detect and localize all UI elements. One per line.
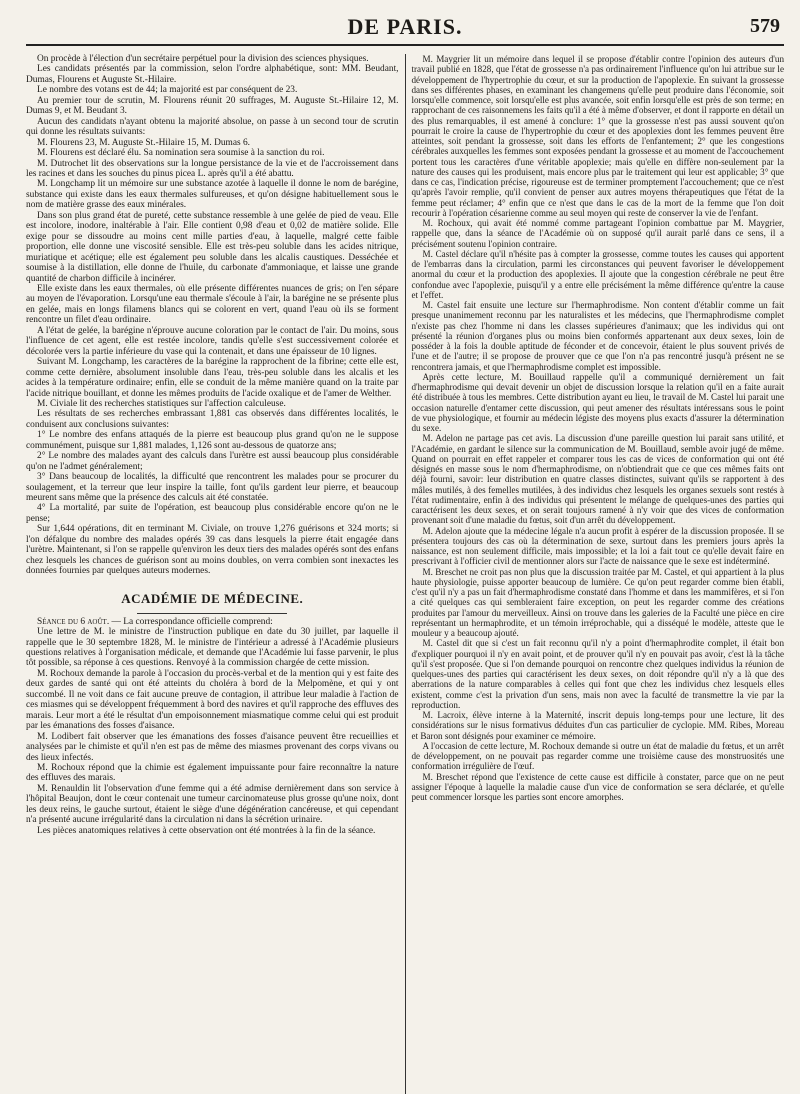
paragraph: M. Castel déclare qu'il n'hésite pas à compter la grossesse, comme toutes les causes qui apportent de l'embarras dans la circulation, parmi les circonstances qui peuvent favoriser le développement anormal du cœur et la production des apoplexies. Il ajoute que la congestion cérébrale ne peut être confondue avec l'apoplexie, puisqu'il y a entre elle précisément la même différence qu'entre la cause et l'effet.	[411, 248, 784, 300]
paragraph: M. Longchamp lit un mémoire sur une substance azotée à laquelle il donne le nom de barégine, substance qui existe dans les eaux thermales sulfureuses, et qu'on désigne habituellement sous le nom de matière grasse des eaux minérales.	[26, 179, 399, 211]
right-column	[411, 54, 784, 1094]
paragraph: Les résultats de ses recherches embrassant 1,881 cas observés dans différentes localités, le conduisent aux conclusions suivantes:	[26, 409, 399, 430]
paragraph: M. Flourens est déclaré élu. Sa nomination sera soumise à la sanction du roi.	[37, 148, 325, 159]
paragraph: On procède à l'élection d'un secrétaire perpétuel pour la division des sciences physiques.	[37, 54, 369, 64]
paragraph: M. Castel fait ensuite une lecture sur l'hermaphrodisme. Non content d'établir comme un fait presque unanimement reconnu par les naturalistes et les médecins, que l'hermaphrodisme complet n'existe pas chez l'homme ni dans les classes supérieures d'animaux; que les individus qui ont présenté la réunion d'organes plus ou moins bien conformés appartenant aux deux sexes, loin de posséder à la fois la double aptitude de féconder et de concevoir, étaient le plus souvent privés de l'une et de l'autre; il se propose de prouver que ce que l'on n'a pas rencontré jusqu'à présent ne se rencontrera jamais, et que l'hermaphrodisme complet est impossible.	[411, 300, 784, 372]
paragraph: M. Adelon ajoute que la médecine légale n'a aucun profit à espérer de la discussion proposée. Il se présentera toujours des cas où la détermination de sexe, surtout dans les premiers jours après la naissance, est non seulement difficile, mais impossible; et la loi a fait tout ce qu'elle devait faire en prescrivant à l'officier civil de mentionner alors sur l'acte de naissance que le sexe est indéterminé.	[411, 525, 784, 567]
seance-intro: — La correspondance officielle comprend:	[111, 616, 273, 627]
paragraph: Les candidats présentés par la commission, selon l'ordre alphabétique, sont: MM. Beudant, Dumas, Flourens et Auguste St.-Hilaire.	[26, 64, 399, 85]
paragraph: 1° Le nombre des enfans attaqués de la pierre est beaucoup plus grand qu'on ne le suppose communément, puisque sur 1,881 malades, 1,126 sont au-dessous de quatorze ans;	[26, 430, 399, 451]
columns	[26, 54, 784, 1094]
page-header	[26, 0, 784, 46]
paragraph: Les pièces anatomiques relatives à cette observation ont été montrées à la fin de la séance.	[37, 825, 376, 836]
paragraph: M. Civiale lit des recherches statistiques sur l'affection calculeuse.	[37, 398, 286, 409]
paragraph: 3° Dans beaucoup de localités, la difficulté que rencontrent les malades pour se procurer du soulagement, et la terreur que leur inspire la taille, font qu'ils gardent leur pierre, et beaucoup meurent sans même que la présence des calculs ait été constatée.	[26, 472, 399, 504]
paragraph: Dans son plus grand état de pureté, cette substance ressemble à une gelée de pied de veau. Elle est incolore, inodore, inaltérable à l'air. Elle contient 0,98 d'eau et 0,02 de matière solide. Elle exige pour se dissoudre au moins cent mille parties d'eau, à laquelle, malgré cette faible proportion, elle donne une viscosité sensible. Elle est très-peu soluble dans les acides nitrique, muriatique et acétique; elle est également peu soluble dans les alcalis caustiques. Desséchée et soumise à la distillation, elle donne de l'huile, du carbonate d'ammoniaque, et laisse une grande quantité de charbon difficile à incinérer.	[26, 210, 399, 284]
running-title: DE PARIS.	[347, 14, 463, 39]
paragraph: Suivant M. Longchamp, les caractères de la barégine la rapprochent de la fibrine; cette elle est, comme cette dernière, absolument insoluble dans l'eau, très-peu soluble dans les alcalis et les acides à la température ordinaire; enfin, elle se conduit de la même manière quand on la traite par l'acide nitrique bouillant, et donne les mêmes produits de l'acide oxalique et de l'amer de Welther.	[26, 357, 399, 399]
paragraph: M. Maygrier lit un mémoire dans lequel il se propose d'établir contre l'opinion des auteurs d'un travail publié en 1828, que l'état de grossesse n'a pas ordinairement l'influence qu'on lui attribue sur le développement de l'hypertrophie du cœur, et sur la production de l'apoplexie. En suivant la grossesse dans ses différentes phases, en examinant les changemens qu'elle peut produire dans l'économie, soit lorsqu'elle commence, soit lorsqu'elle est plus avancée, soit enfin lorsqu'elle est près de son terme; en rapprochant de ces raisonnemens les faits qu'il a été à même d'observer, et dont il rapporte en détail un des plus remarquables, il est amené à conclure: 1° que la grossesse n'est pas aussi souvent qu'on pourrait le croire la cause de l'hypertrophie du cœur et des apoplexies dont les femmes peuvent être atteintes, soit pendant la grossesse, soit dans les efforts de l'enfantement; 2° que les congestions cérébrales auxquelles les femmes sont exposées pendant la grossesse et au moment de l'accouchement portent tous les caractères d'une véritable apoplexie; mais qu'elle en diffère non-seulement par la nature des causes qui les produisent, mais encore plus par le traitement qui leur est applicable; 3° que dans ce cas, l'indication précise, rigoureuse est de terminer promptement l'accouchement; que ce n'est qu'après l'avoir remplie, qu'il convient de penser aux autres moyens thérapeutiques que l'état de la femme peut réclamer; 4° enfin que ce n'est que dans le cas de la mort de la femme que l'on doit recourir à l'opération césarienne comme au seul moyen qui reste de conserver la vie de l'enfant.	[411, 54, 784, 218]
column-rule	[405, 54, 406, 1094]
paragraph: M. Renauldin lit l'observation d'une femme qui a été admise dernièrement dans son service à l'hôpital Beaujon, dont le cœur contenait une tumeur carcinomateuse plus grosse qu'une noix, dont les deux reins, le gauche surtout, étaient le siège d'une dégénération cancéreuse, et qui cependant n'a présenté aucune irrégularité dans la circulation ni dans la sécrétion urinaire.	[26, 783, 399, 826]
right-column-body	[411, 54, 784, 802]
left-column	[26, 54, 399, 1094]
paragraph: M. Dutrochet lit des observations sur la longue persistance de la vie et de l'accroissement dans les racines et dans les souches du pinus picea L. après qu'il a été abattu.	[26, 158, 399, 179]
seance-paragraph	[26, 617, 399, 627]
section-separator	[137, 613, 287, 614]
left-column-body	[26, 54, 399, 577]
paragraph: A l'occasion de cette lecture, M. Rochoux demande si outre un état de maladie du fœtus, et un arrêt de développement, on ne pouvait pas regarder comme une troisième cause des monstruosités une conformation irrégulière de l'œuf.	[411, 740, 784, 772]
paragraph: M. Breschet ne croit pas non plus que la discussion traitée par M. Castel, et qui appartient à la plus haute physiologie, puisse apporter beaucoup de lumière. Ce qu'on peut regarder comme bien établi, c'est qu'il n'y a pas un fait d'hermaphrodisme constaté dans l'homme et dans les mammifères, et si l'on a cité quelques cas qui sembleraient faire exception, on peut les regarder comme des créations produites par l'amour du merveilleux. Ainsi on trouve dans les galeries de la Faculté une pièce en cire représentant un hermaphrodite, et un témoin irréprochable, qui a disséqué le modèle, atteste que le mouleur y a beaucoup ajouté.	[411, 566, 784, 638]
paragraph: M. Lacroix, élève interne à la Maternité, inscrit depuis long-temps pour une lecture, lit des considérations sur le nisus formativus déduites d'un cas particulier de cyclopie. MM. Ribes, Moreau et Baron sont désignés pour examiner ce mémoire.	[411, 710, 784, 741]
paragraph: M. Breschet répond que l'existence de cette cause est difficile à constater, parce que on ne peut assigner l'époque à laquelle la maladie cause d'un vice de conformation se sera déclarée, et qu'elle peut commencer lorsque les parties sont encore amorphes.	[411, 771, 784, 802]
paragraph: Après cette lecture, M. Bouillaud rappelle qu'il a communiqué dernièrement un fait d'hermaphrodisme qui devait devenir un objet de discussion lorsque la relation qu'il en a faite aurait été distribuée à tous les membres. Cette distribution ayant eu lieu, le travail de M. Castel lui parait une occasion naturelle d'entamer cette discussion, qui peut amener des résultats intéressans sous le point de vue physiologique, et fournir au médecin légiste des moyens plus exacts d'assurer la détermination du sexe.	[411, 371, 784, 433]
paragraph: A l'état de gelée, la barégine n'éprouve aucune coloration par le contact de l'air. Du moins, sous l'influence de cet agent, elle est restée incolore, tandis qu'elle s'est successivement colorée et décolorée vers la partie inférieure du vase qui la contenait, et dans une épaisseur de 10 lignes.	[26, 325, 399, 357]
paragraph: 4° La mortalité, par suite de l'opération, est beaucoup plus considérable encore qu'on ne le pense;	[26, 503, 399, 524]
paragraph: M. Flourens 23, M. Auguste St.-Hilaire 15, M. Dumas 6.	[37, 137, 251, 148]
paragraph: M. Adelon ne partage pas cet avis. La discussion d'une pareille question lui parait sans utilité, et l'Académie, en gardant le silence sur la communication de M. Bouillaud, semble avoir jugé de même. Quand on pourrait en effet rappeler et comparer tous les cas de vices de conformation qui ont été désignés en masse sous le nom d'hermaphrodisme, on n'obtiendrait que ce que ces mêmes faits ont déjà fourni, savoir: leur distribution en quatre classes distinctes, suivant qu'ils se rapportent à des mâles mutilés, à des femelles mutilées, à des individus chez lesquels les organes sexuels sont restés à l'état rudimentaire, enfin à des individus qui présentent le mélange de quelques-unes des parties qui caractérisent les deux sexes, et on serait toujours ramené à n'y voir que des vices de conformation provenant soit d'une maladie du fœtus, soit d'un arrêt du développement.	[411, 433, 784, 526]
paragraph: Le nombre des votans est de 44; la majorité est par conséquent de 23.	[37, 85, 298, 96]
paragraph: M. Rochoux répond que la chimie est également impuissante pour faire reconnaître la nature des effluves des marais.	[26, 763, 399, 784]
section-title: ACADÉMIE DE MÉDECINE.	[121, 590, 304, 606]
paragraph: 2° Le nombre des malades ayant des calculs dans l'urètre est aussi beaucoup plus considérable qu'on ne l'admet généralement;	[26, 451, 399, 472]
paragraph: Aucun des candidats n'ayant obtenu la majorité absolue, on passe à un second tour de scrutin qui donne les résultats suivants:	[26, 116, 399, 138]
seance-label: Séance du 6 août.	[37, 616, 110, 627]
paragraph: Au premier tour de scrutin, M. Flourens réunit 20 suffrages, M. Auguste St.-Hilaire 12, M. Dumas 9, et M. Beudant 3.	[26, 95, 399, 117]
paragraph: M. Rochoux demande la parole à l'occasion du procès-verbal et de la mention qui y est faite des deux gardes de santé qui ont été atteints du choléra à bord de la Melpomène, et qui y ont succombé. Il ne voit dans ce fait aucune preuve de contagion, il attribue leur maladie à l'action de ces miasmes qui se développent fréquemment à bord des navires et qu'il rapproche des effluves des marais. Leur mort a été le résultat d'un empoisonnement miasmatique comme celui qui est produit par les émanations des fosses d'aisance.	[26, 668, 399, 732]
academie-body	[26, 627, 399, 836]
paragraph: M. Castel dit que si c'est un fait reconnu qu'il n'y a point d'hermaphrodite complet, il était bon d'expliquer pourquoi il n'y en avait point, et de prouver qu'il n'y en pouvait pas avoir, c'est là la tâche qu'il s'est proposée. Que si l'on demande pourquoi on rencontre chez quelques individus la réunion de quelques-unes des parties qui caractérisent les deux sexes, on doit répondre qu'il n'y a là que des aberrations de la nature comparables à celles qui font que chez les individus chez lesquels elles existent, comme c'est la privation d'un sens, mais non avec la faculté de transmettre la vie par la reproduction.	[411, 638, 784, 710]
paragraph: Sur 1,644 opérations, dit en terminant M. Civiale, on trouve 1,276 guérisons et 324 morts; si l'on défalque du nombre des malades opérés 39 cas dans lesquels la pierre était engagée dans l'urètre. Maintenant, si l'on se rappelle qu'environ les deux tiers des malades opérés sont des enfans chez lesquels les chances de guérison sont au moins doubles, on verra combien sont inexactes les données fournies par quelques auteurs modernes.	[26, 524, 399, 577]
paragraph: M. Rochoux, qui avait été nommé comme partageant l'opinion combattue par M. Maygrier, rappelle que, dans la séance de l'Académie où on supposé qu'il aurait parlé dans ce sens, il a précisément soutenu l'opinion contraire.	[411, 218, 784, 249]
paragraph: Une lettre de M. le ministre de l'instruction publique en date du 30 juillet, par laquelle il rappelle que le 30 septembre 1828, M. le ministre de l'intérieur a adressé à l'Académie plusieurs questions relatives à l'organisation médicale, et demande que l'Académie lui fasse parvenir, le plus tôt possible, sa réponse à ces questions. Renvoyé à la commission chargée de cette mission.	[26, 627, 399, 669]
page-number: 579	[750, 15, 780, 37]
paragraph: Elle existe dans les eaux thermales, où elle présente différentes nuances de gris; on l'en sépare au moyen de l'évaporation. Lorsqu'une eau thermale s'écoule à l'air, la barégine ne se présente plus en gelée, mais en longs filamens blancs qui se colorent en vert, quand l'eau où ils se forment rencontre un filet d'eau ordinaire.	[26, 283, 399, 326]
paragraph: M. Lodibert fait observer que les émanations des fosses d'aisance peuvent être recueillies et analysées par le chimiste et qu'il n'en est pas de même des miasmes provenant des corps vivans ou des lieux infectés.	[26, 731, 399, 763]
